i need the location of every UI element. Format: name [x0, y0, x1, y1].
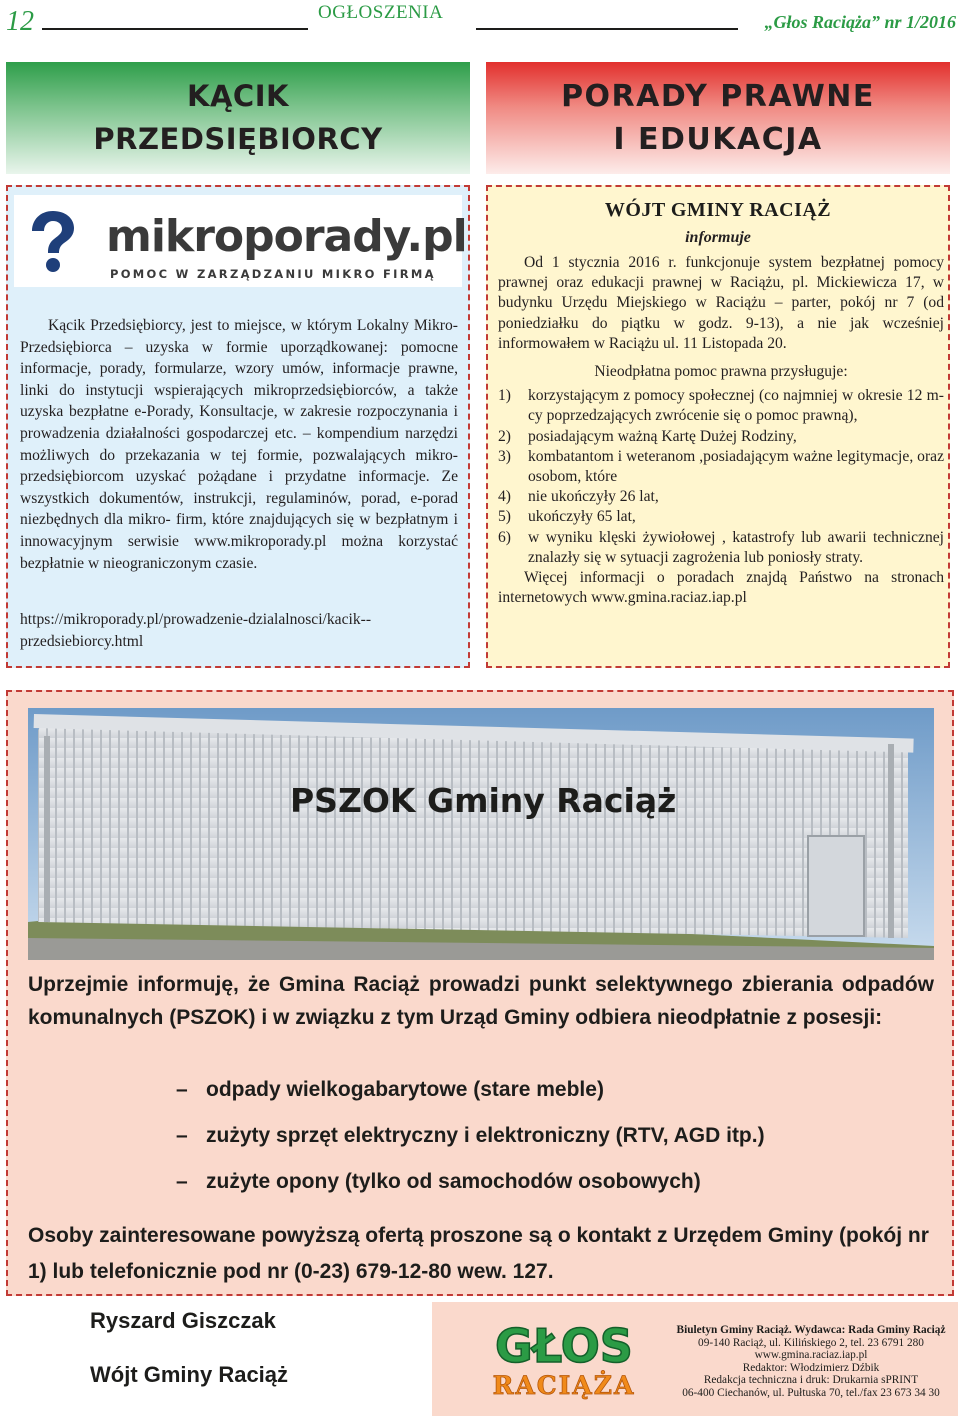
list-item-dash: –: [176, 1078, 188, 1101]
question-mark-icon: [30, 209, 76, 273]
publication-credits: [432, 1302, 958, 1416]
page-header: [0, 0, 960, 46]
porady-text: [498, 253, 944, 608]
mikroporady-logo: [14, 195, 467, 287]
list-item-text: korzystającym z pomocy społecznej (co najmniej w okresie 12 m-cy poprzedzających zwrócenie się o pomoc prawną),: [528, 387, 944, 425]
list-item: [498, 386, 944, 426]
kacik-url[interactable]: https://mikroporady.pl/prowadzenie-dzialalnosci/kacik--przedsiebiorcy.html: [20, 611, 372, 650]
list-item-dash: –: [176, 1170, 188, 1193]
wojt-title: WÓJT GMINY RACIĄŻ: [604, 199, 832, 221]
signature-role: Wójt Gminy Raciąż: [90, 1362, 289, 1387]
credits-line: Biuletyn Gminy Raciąż. Wydawca: Rada Gminy Raciąż: [676, 1324, 946, 1336]
list-item-number: 2): [498, 427, 511, 445]
kacik-box: [6, 185, 470, 668]
logo-top: GŁOS: [495, 1319, 633, 1373]
door-icon: [808, 836, 864, 936]
porady-banner: [486, 62, 950, 174]
list-item-number: 6): [498, 528, 511, 546]
list-item-number: 4): [498, 488, 511, 506]
pszok-building-photo: [28, 708, 934, 960]
list-item: [498, 528, 944, 568]
list-item-text: odpady wielkogabarytowe (stare meble): [206, 1078, 604, 1101]
porady-closing: Więcej informacji o poradach znajdą Państwo na stronach internetowych www.gmina.raciaz.iap.pl: [498, 569, 944, 607]
list-item-text: nie ukończyły 26 lat,: [528, 488, 659, 506]
credits-line: 09-140 Raciąż, ul. Kilińskiego 2, tel. 23 6791 280: [698, 1336, 924, 1349]
list-item-number: 3): [498, 447, 511, 465]
list-item: [498, 507, 944, 527]
list-item-text: posiadającym ważną Kartę Dużej Rodziny,: [528, 427, 797, 445]
building-wall: [38, 716, 908, 938]
credits-line: www.gmina.raciaz.iap.pl: [754, 1349, 868, 1362]
list-item-text: w wyniku klęski żywiołowej , katastrofy lub awarii technicznej znalazły się w sytuacji zagrożenia lub poniosły straty.: [528, 528, 944, 566]
list-item-text: kombatantom i weteranom ,posiadającym ważne legitymacje, oraz osobom, które: [528, 447, 944, 486]
list-item-number: 5): [498, 508, 511, 526]
section-title: OGŁOSZENIA: [318, 2, 444, 23]
porady-box: [486, 185, 950, 668]
logo-bottom: RACIĄŻA: [492, 1371, 636, 1400]
pszok-items: [176, 1078, 765, 1216]
porady-list-heading: Nieodpłatna pomoc prawna przysługuje:: [594, 363, 848, 381]
pszok-contact: Osoby zainteresowane powyższą ofertą proszone są o kontakt z Urzędem Gminy (pokój nr 1) lub telefonicznie pod nr (0-23) 679-12-80 wew. 127.: [28, 1224, 929, 1283]
list-item: [498, 427, 944, 447]
list-item: [498, 487, 944, 507]
porady-banner-line2: I EDUKACJA: [613, 122, 823, 157]
header-rule-right: [476, 28, 738, 30]
list-item-text: zużyty sprzęt elektryczny i elektroniczny (RTV, AGD itp.): [206, 1124, 765, 1147]
signature-name: Ryszard Giszczak: [90, 1308, 276, 1333]
list-item: [176, 1170, 765, 1216]
list-item: [498, 447, 944, 487]
credits-line: Redakcja techniczna i druk: Drukarnia sPRINT: [703, 1374, 919, 1387]
logo-tagline: POMOC W ZARZĄDZANIU MIKRO FIRMĄ: [110, 267, 436, 281]
list-item-text: zużyte opony (tylko od samochodów osobowych): [206, 1170, 701, 1193]
wojt-subtitle: informuje: [685, 229, 751, 246]
glos-raciaza-logo: [464, 1318, 664, 1400]
kacik-banner-line2: PRZEDSIĘBIORCY: [93, 122, 383, 156]
kacik-text: [20, 315, 458, 574]
porady-list: [498, 386, 944, 568]
page-number: 12: [6, 6, 34, 37]
building-sign: PSZOK Gminy Raciąż: [290, 781, 677, 820]
list-item: [176, 1078, 765, 1124]
credits-line: Redaktor: Włodzimierz Dźbik: [742, 1361, 880, 1374]
kacik-banner: [6, 62, 470, 174]
kacik-banner-line1: KĄCIK: [187, 79, 289, 113]
building-illustration: [28, 708, 934, 960]
list-item-dash: –: [176, 1124, 188, 1147]
porady-intro: Od 1 stycznia 2016 r. funkcjonuje system bezpłatnej pomocy prawnej oraz edukacji prawnej w Raciążu, pl. Mickiewicza 17, w budynku Urzędu Miejskiego w Raciążu – parter, pokój nr 7 (od poniedziałku do piątku w godz. 9-13), a nie jak wcześniej informowałem w Raciążu ul. 11 Listopada 20.: [498, 254, 944, 352]
issue-label: „Głos Raciąża” nr 1/2016: [764, 12, 956, 32]
logo-word: mikroporady.pl: [106, 211, 467, 262]
credits-line: 06-400 Ciechanów, ul. Pułtuska 70, tel./fax 23 673 34 30: [682, 1386, 940, 1399]
list-item: [176, 1124, 765, 1170]
header-rule-left: [42, 28, 308, 30]
kacik-paragraph: Kącik Przedsiębiorcy, jest to miejsce, w którym Lokalny Mikro- Przedsiębiorca – uzyska w formie uporządkowanej: pomocne informacje, porady, formularze, wzory umów, informacje prawne, linki do instytucji wspierających mikroprzedsiębiorców, a także uzyska bezpłatne e-Porady, Konsultacje, w zakresie rozpoczynania i prowadzenia działalności gospodarczej etc. – kompendium narzędzi możliwych do przekazania w tej formie, pozwalających mikro- przedsiębiorcom uzyskać pożądane i przydatne informacje. Ze wszystkich dokumentów, instrukcji, regulaminów, porad, e-porad niezbędnych dla mikro- firm, które znajdujących się w bezpłatnym i innowacyjnym serwisie www.mikroporady.pl można korzystać bezpłatnie w nieograniczonym czasie.: [20, 317, 458, 572]
list-item-text: ukończyły 65 lat,: [528, 508, 636, 526]
pszok-box: [6, 690, 954, 1296]
credits-text: [670, 1324, 952, 1400]
list-item-number: 1): [498, 387, 511, 405]
porady-banner-line1: PORADY PRAWNE: [561, 79, 875, 114]
pszok-intro: Uprzejmie informuję, że Gmina Raciąż prowadzi punkt selektywnego zbierania odpadów komunalnych (PSZOK) i w związku z tym Urząd Gminy odbiera nieodpłatnie z posesji:: [28, 973, 934, 1029]
